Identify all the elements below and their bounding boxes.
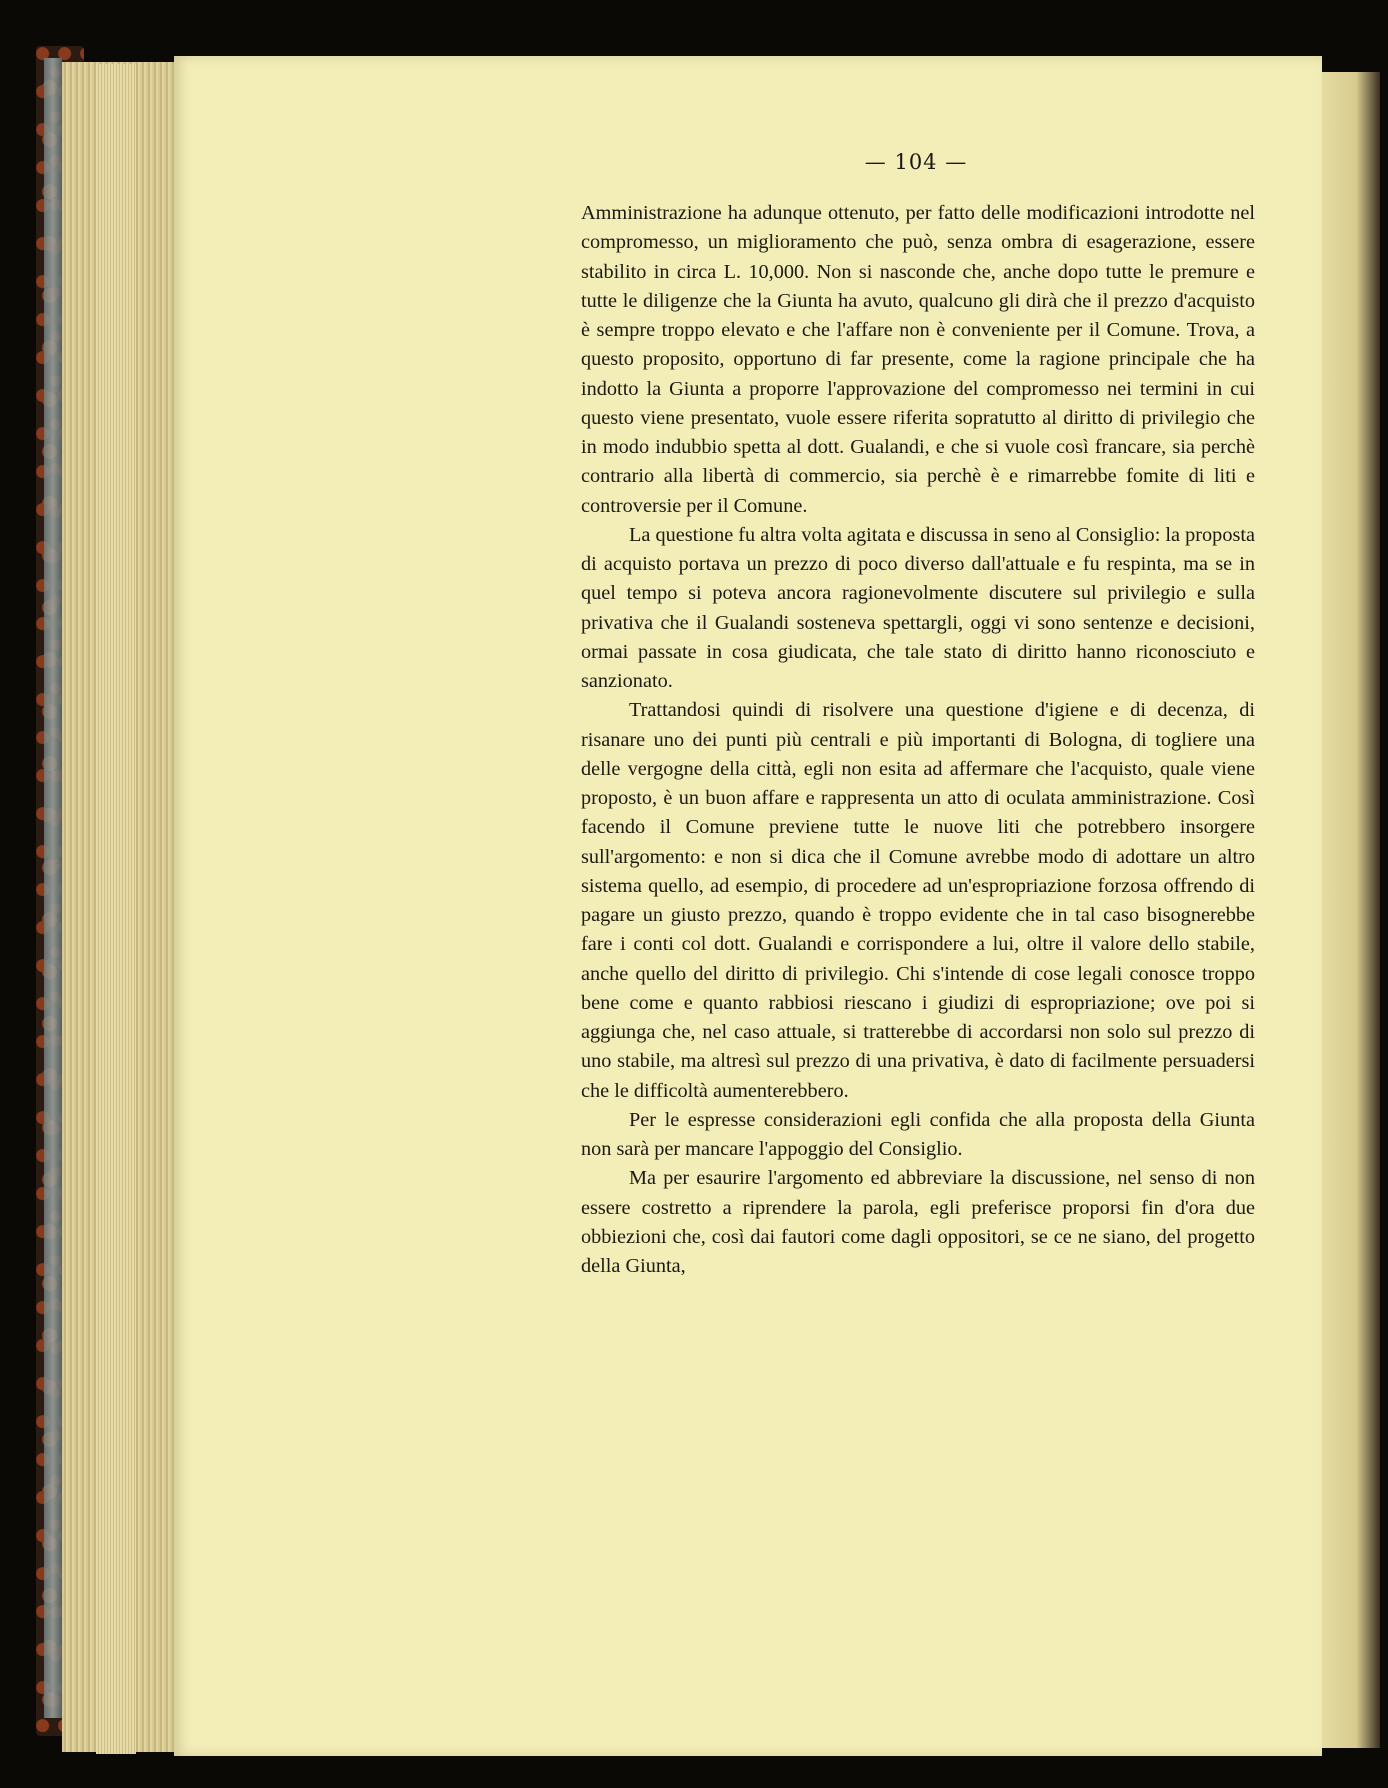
paragraph-3: Trattandosi quindi di risolvere una questione d'igiene e di decenza, di risanare uno dei punti più centrali e più importanti di Bologna, di togliere una delle vergogne della città, egli non esita ad affermare che l'acquisto, quale viene proposto, è un buon affare e rappresenta un atto di oculata amministrazione. Così facendo il Comune previene tutte le nuove liti che potrebbero insorgere sull'argomento: e non si dica che il Comune avrebbe modo di adottare un altro sistema quello, ad esempio, di procedere ad un'espropriazione forzosa offrendo di pagare un giusto prezzo, quando è troppo evidente che in tal caso bisognerebbe fare i conti col dott. Gualandi e corrispondere a lui, oltre il valore dello stabile, anche quello del diritto di privilegio. Chi s'intende di cose legali conosce troppo bene come e quanto rabbiosi riescano i giudizi di espropriazione; ove poi si aggiunga che, nel caso attuale, si tratterebbe di accordarsi non solo sul prezzo di uno stabile, ma altresì sul prezzo di una privativa, è dato di facilmente persuadersi che le difficoltà aumenterebbero.	[581, 699, 1255, 1102]
next-page-edge	[1320, 72, 1380, 1748]
paragraph-5: Ma per esaurire l'argomento ed abbreviare la discussione, nel senso di non essere costretto a riprendere la parola, egli preferisce proporsi fin d'ora due obbiezioni che, così dai fautori come dagli oppositori, se ce ne siano, del progetto della Giunta,	[581, 1167, 1255, 1277]
page-stack-inner	[96, 64, 136, 1754]
paragraph-2: La questione fu altra volta agitata e discussa in seno al Consiglio: la proposta di acquisto portava un prezzo di poco diverso dall'attuale e fu respinta, ma se in quel tempo si poteva ancora ragionevolmente discutere sul privilegio e sulla privativa che il Gualandi sosteneva spettargli, oggi vi sono sentenze e decisioni, ormai passate in cosa giudicata, che tale stato di diritto hanno riconosciuto e sanzionato.	[581, 523, 1255, 692]
page-body-text	[581, 199, 1255, 1281]
book-spine	[44, 58, 62, 1718]
paragraph-1: Amministrazione ha adunque ottenuto, per fatto delle modificazioni introdotte nel compromesso, un miglioramento che può, senza ombra di esagerazione, essere stabilito in circa L. 10,000. Non si nasconde che, anche dopo tutte le premure e tutte le diligenze che la Giunta ha avuto, qualcuno gli dirà che il prezzo d'acquisto è sempre troppo elevato e che l'affare non è conveniente per il Comune. Trova, a questo proposito, opportuno di far presente, come la ragione principale che ha indotto la Giunta a proporre l'approvazione del compromesso nei termini in cui questo viene presentato, vuole essere riferita sopratutto al diritto di privilegio che in modo indubbio spetta al dott. Gualandi, e che si vuole così francare, sia perchè contrario alla libertà di commercio, sia perchè è e rimarrebbe fomite di liti e controversie per il Comune.	[581, 202, 1255, 517]
paragraph-4: Per le espresse considerazioni egli confida che alla proposta della Giunta non sarà per mancare l'appoggio del Consiglio.	[581, 1108, 1255, 1160]
page-number-header: — 104 —	[864, 150, 968, 174]
